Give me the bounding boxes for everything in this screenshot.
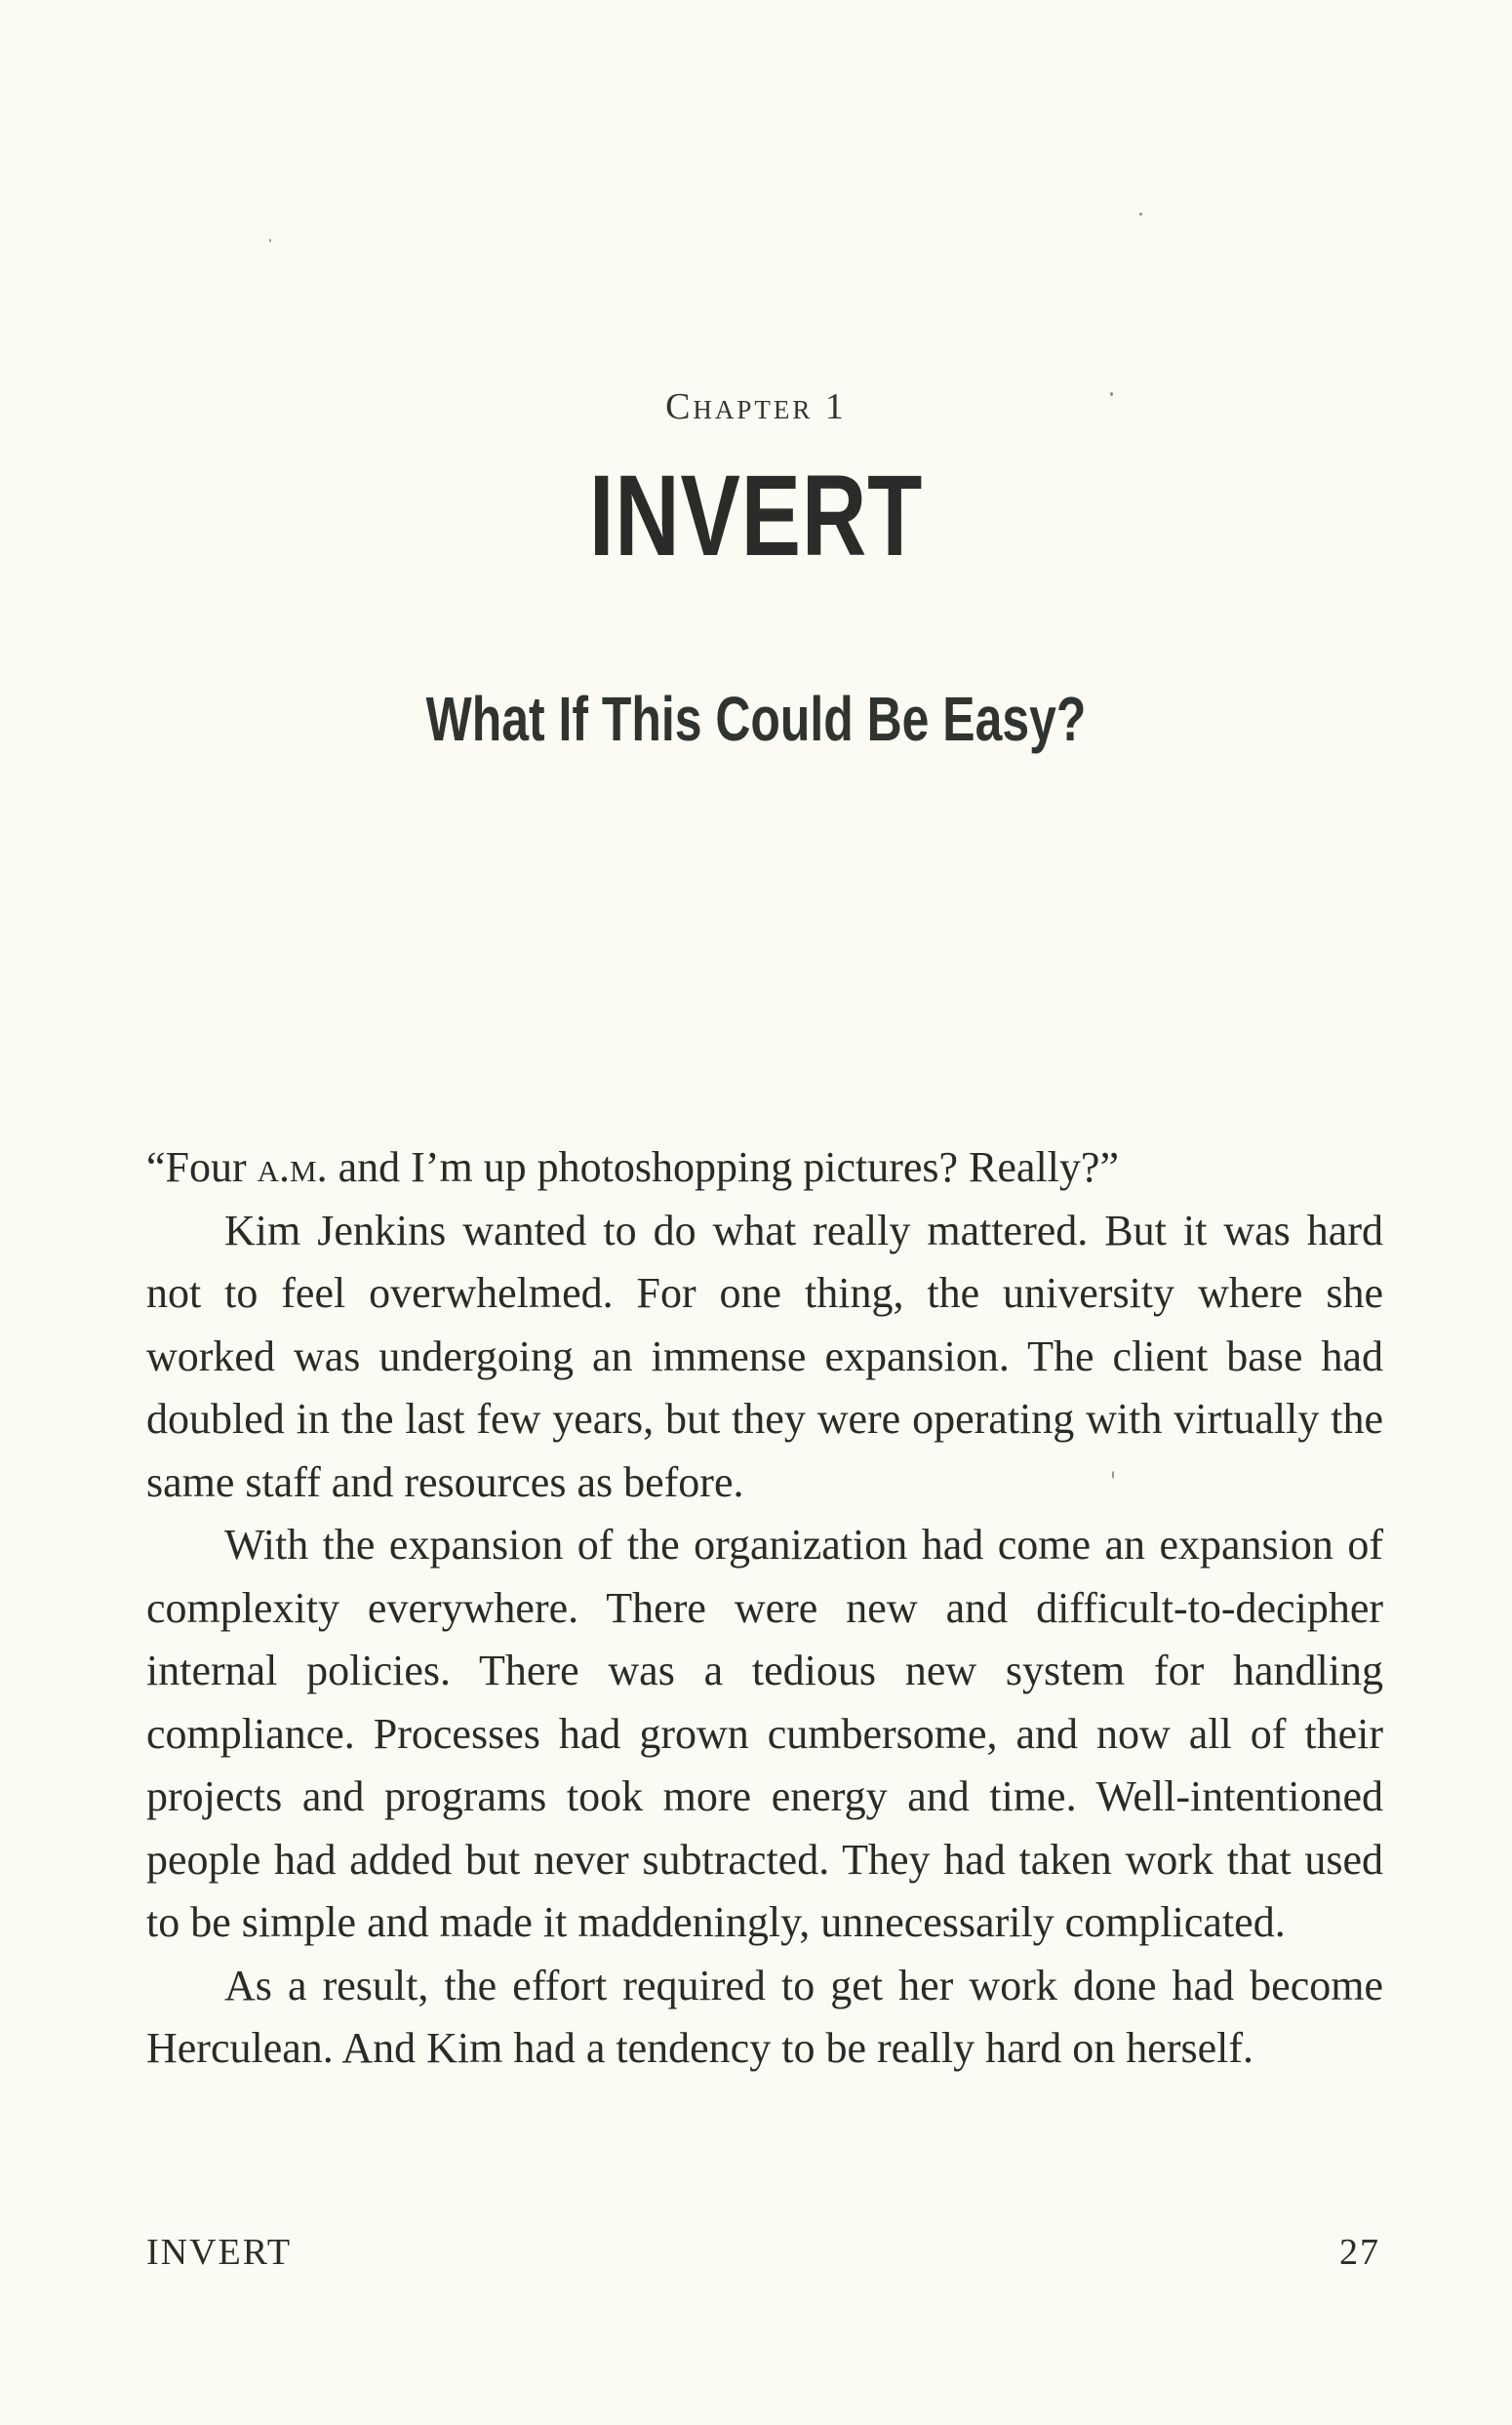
- chapter-title: INVERT: [588, 452, 924, 580]
- paragraph-1: [146, 1136, 1383, 1200]
- chapter-subtitle: What If This Could Be Easy?: [425, 684, 1087, 754]
- scan-speck: [269, 239, 271, 242]
- scan-speck: [1112, 1471, 1114, 1479]
- paragraph-1-after: and I’m up photoshopping pictures? Really?”: [327, 1143, 1119, 1191]
- paragraph-3: With the expansion of the organization had come an expansion of complexity everywhere. There were new and difficult-to-decipher internal policies. There was a tedious new system for handling compliance. Processes had grown cumbersome, and now all of their projects and programs took more energy and time. Well-intentioned people had added but never subtracted. They had taken work that used to be simple and made it maddeningly, unnecessarily complicated.: [146, 1521, 1383, 1946]
- paragraph-1-before: “Four: [146, 1143, 258, 1191]
- chapter-label: Chapter 1: [665, 386, 847, 427]
- scan-speck: [1139, 213, 1142, 216]
- paragraph-2: Kim Jenkins wanted to do what really mattered. But it was hard not to feel overwhelmed. For one thing, the university where she worked was undergoing an immense expansion. The client base had doubled in the last few years, but they were operating with virtually the same staff and resources as before.: [146, 1206, 1383, 1506]
- page-number: 27: [1339, 2232, 1380, 2273]
- running-head: INVERT: [146, 2232, 293, 2273]
- paragraph-4: As a result, the effort required to get her work done had become Herculean. And Kim had a tendency to be really hard on herself.: [146, 1961, 1383, 2072]
- scan-speck: [1110, 392, 1113, 396]
- time-abbrev: a.m.: [257, 1143, 328, 1191]
- body-text: [146, 1136, 1383, 2081]
